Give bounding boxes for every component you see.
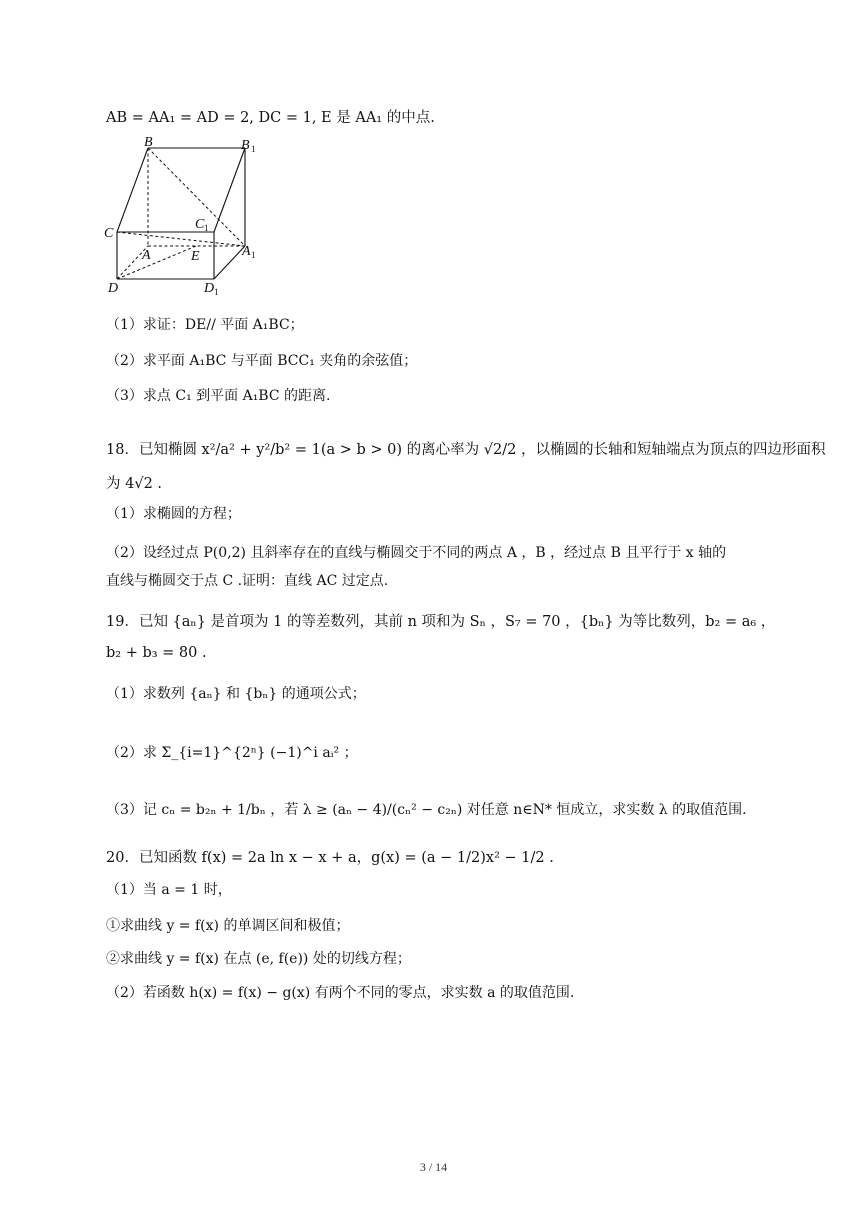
problem-18-stem: 18．已知椭圆 x²/a² + y²/b² = 1(a > b > 0) 的离心率为 √2/2 ，以椭圆的长轴和短轴端点为顶点的四边形面积 [106, 442, 826, 458]
vertex-label-B: B [144, 136, 153, 150]
svg-text:1: 1 [204, 223, 209, 233]
problem-20-part-1-item-2: ②求曲线 y = f(x) 在点 (e, f(e)) 处的切线方程； [106, 951, 411, 967]
vertex-label-D: D [108, 281, 119, 296]
problem-17-part-2: （2）求平面 A₁BC 与平面 BCC₁ 夹角的余弦值； [106, 353, 418, 369]
problem-17-part-1: （1）求证：DE// 平面 A₁BC； [106, 317, 304, 333]
svg-text:1: 1 [251, 250, 256, 260]
vertex-label-B1: B [241, 138, 250, 153]
problem-18-part-1: （1）求椭圆的方程； [106, 506, 241, 522]
problem-19-stem: 19．已知 {aₙ} 是首项为 1 的等差数列，其前 n 项和为 Sₙ ，S₇ = 70 ，{bₙ} 为等比数列，b₂ = a₆ ， [106, 614, 776, 630]
problem-19-part-2: （2）求 Σ_{i=1}^{2ⁿ} (−1)^i aᵢ² ； [106, 745, 358, 761]
problem-18-part-2: （2）设经过点 P(0,2) 且斜率存在的直线与椭圆交于不同的两点 A ，B ，经过点 B 且平行于 x 轴的 [106, 545, 727, 561]
problem-18-part-2-cont: 直线与椭圆交于点 C .证明：直线 AC 过定点. [106, 573, 389, 589]
problem-20-part-1-item-1: ①求曲线 y = f(x) 的单调区间和极值； [106, 918, 350, 934]
vertex-label-C1: C [195, 217, 205, 232]
prism-figure [104, 136, 268, 300]
problem-19-part-3: （3）记 cₙ = b₂ₙ + 1/bₙ ，若 λ ≥ (aₙ − 4)/(cₙ² − c₂ₙ) 对任意 n∈N* 恒成立，求实数 λ 的取值范围. [106, 802, 747, 818]
vertex-label-A: A [142, 248, 151, 263]
vertex-label-E: E [191, 249, 200, 264]
vertex-label-D1: D [204, 281, 215, 296]
problem-19-part-1: （1）求数列 {aₙ} 和 {bₙ} 的通项公式； [106, 686, 366, 702]
problem-20-part-2: （2）若函数 h(x) = f(x) − g(x) 有两个不同的零点，求实数 a 的取值范围. [106, 985, 575, 1001]
svg-text:1: 1 [214, 287, 219, 297]
problem-17-condition: AB = AA₁ = AD = 2, DC = 1, E 是 AA₁ 的中点. [106, 110, 435, 126]
svg-text:1: 1 [251, 144, 256, 154]
problem-18-stem-cont: 为 4√2 . [106, 476, 163, 492]
vertex-label-C: C [104, 226, 114, 241]
problem-20-stem: 20．已知函数 f(x) = 2a ln x − x + a，g(x) = (a − 1/2)x² − 1/2 . [106, 850, 554, 866]
page-number: 3 / 14 [419, 1160, 448, 1174]
problem-19-stem-cont: b₂ + b₃ = 80 . [106, 645, 207, 661]
problem-20-part-1: （1）当 a = 1 时， [106, 882, 232, 898]
vertex-label-A1: A [242, 244, 251, 259]
problem-17-part-3: （3）求点 C₁ 到平面 A₁BC 的距离. [106, 388, 331, 404]
